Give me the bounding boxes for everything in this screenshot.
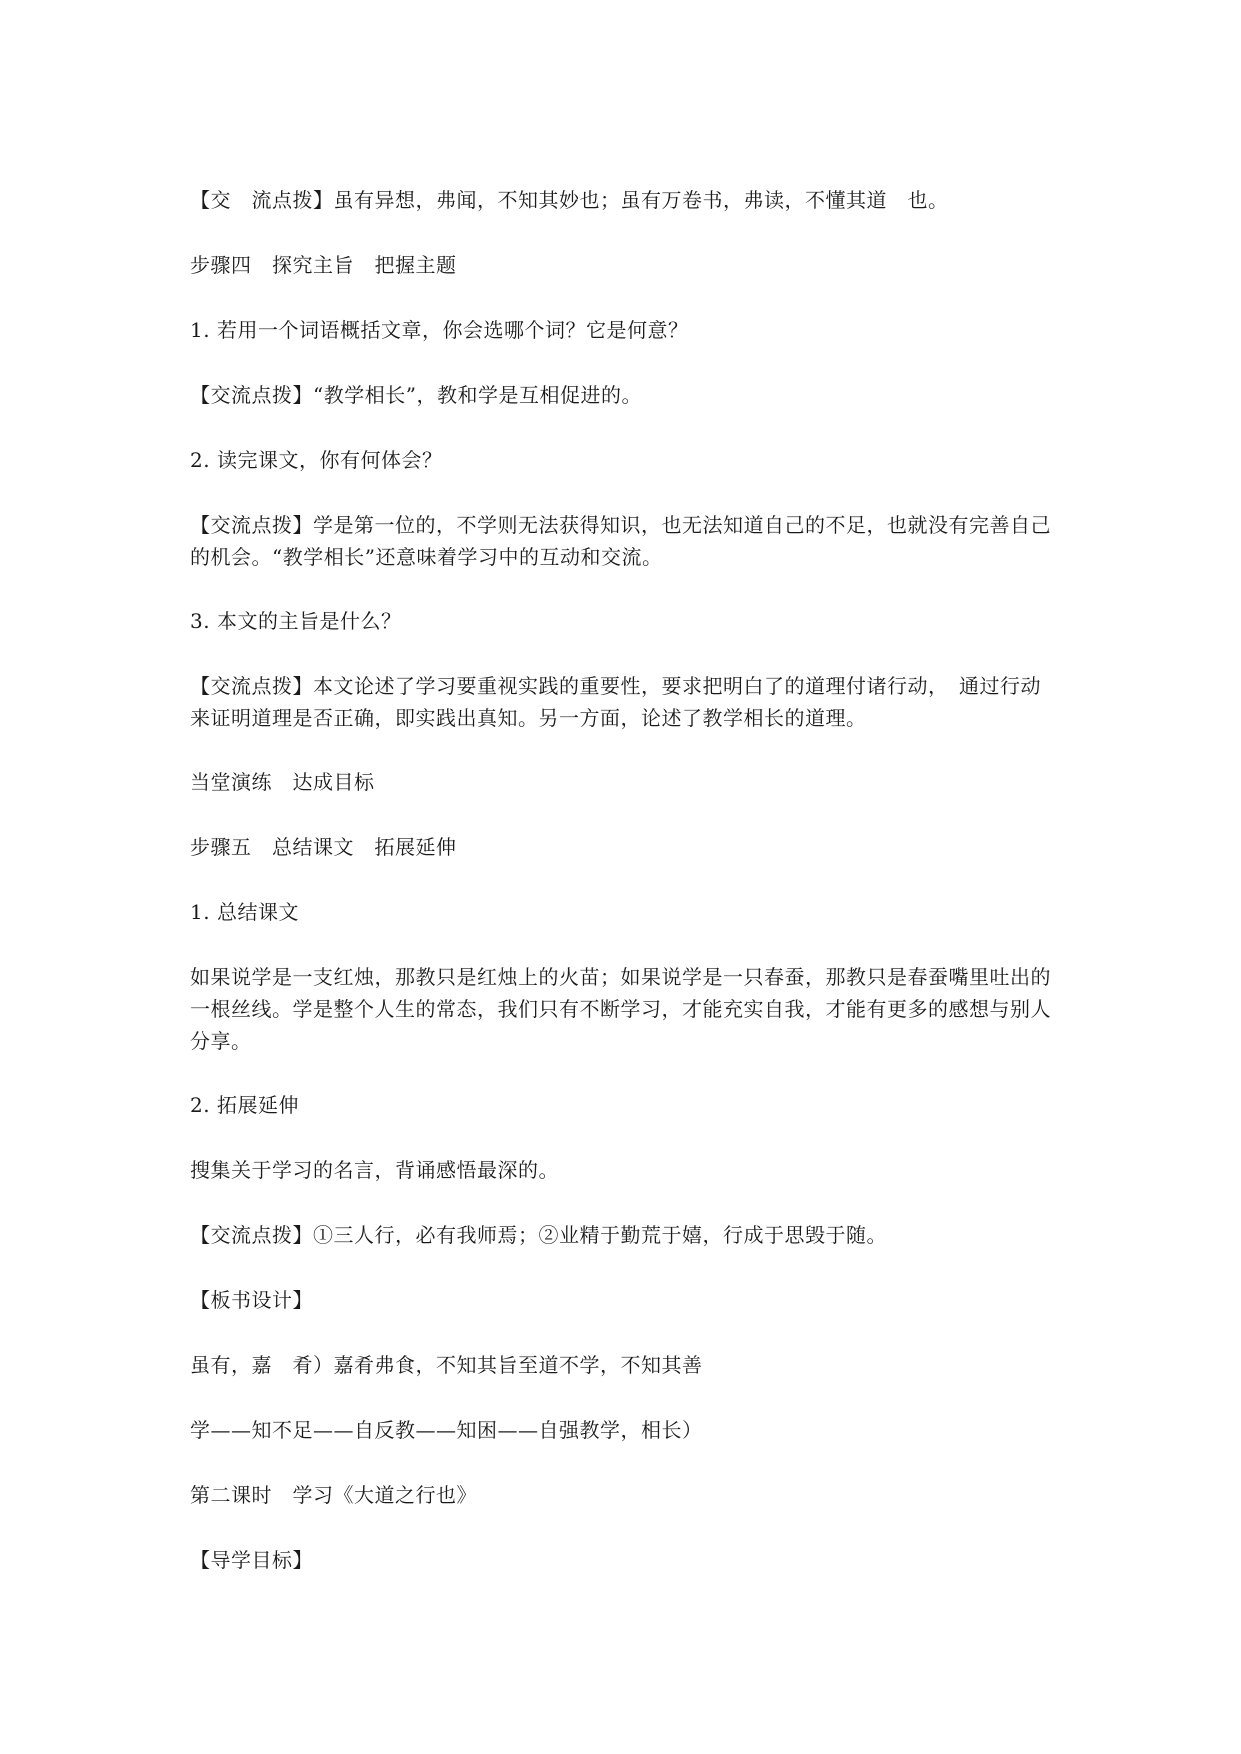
- heading-classroom-practice: 当堂演练 达成目标: [190, 770, 375, 794]
- paragraph-exchange-tip-2: 【交流点拨】“教学相长”，教和学是互相促进的。: [190, 383, 642, 407]
- board-line-2: 学——知不足——自反教——知困——自强教学，相长）: [190, 1418, 703, 1442]
- paragraph-extension: 搜集关于学习的名言，背诵感悟最深的。: [190, 1158, 559, 1182]
- heading-second-lesson: 第二课时 学习《大道之行也》: [190, 1483, 477, 1507]
- heading-step-five: 步骤五 总结课文 拓展延伸: [190, 835, 457, 859]
- question-2: 2. 读完课文，你有何体会？: [190, 448, 443, 472]
- heading-step-four: 步骤四 探究主旨 把握主题: [190, 253, 457, 277]
- heading-learning-goals: 【导学目标】: [190, 1548, 313, 1572]
- paragraph-exchange-tip-1: 【交 流点拨】虽有异想，弗闻，不知其妙也；虽有万卷书，弗读，不懂其道 也。: [190, 188, 949, 212]
- paragraph-summary: 如果说学是一支红烛，那教只是红烛上的火苗；如果说学是一只春蚕，那教只是春蚕嘴里吐出的一根丝线。学是整个人生的常态，我们只有不断学习，才能充实自我，才能有更多的感想与别人分享。: [190, 965, 1051, 1053]
- board-line-1: 虽有，嘉 肴）嘉肴弗食，不知其旨至道不学，不知其善: [190, 1353, 703, 1377]
- subheading-summary: 1. 总结课文: [190, 900, 299, 924]
- paragraph-exchange-tip-4: 【交流点拨】本文论述了学习要重视实践的重要性，要求把明白了的道理付诸行动， 通过行动来证明道理是否正确，即实践出真知。另一方面，论述了教学相长的道理。: [190, 674, 1041, 730]
- paragraph-exchange-tip-3: 【交流点拨】学是第一位的，不学则无法获得知识，也无法知道自己的不足，也就没有完善自己的机会。“教学相长”还意味着学习中的互动和交流。: [190, 513, 1051, 569]
- heading-board-design: 【板书设计】: [190, 1288, 313, 1312]
- subheading-extension: 2. 拓展延伸: [190, 1093, 299, 1117]
- question-3: 3. 本文的主旨是什么？: [190, 609, 402, 633]
- paragraph-exchange-tip-5: 【交流点拨】①三人行，必有我师焉；②业精于勤荒于嬉，行成于思毁于随。: [190, 1223, 887, 1247]
- question-1: 1. 若用一个词语概括文章，你会选哪个词？它是何意？: [190, 318, 689, 342]
